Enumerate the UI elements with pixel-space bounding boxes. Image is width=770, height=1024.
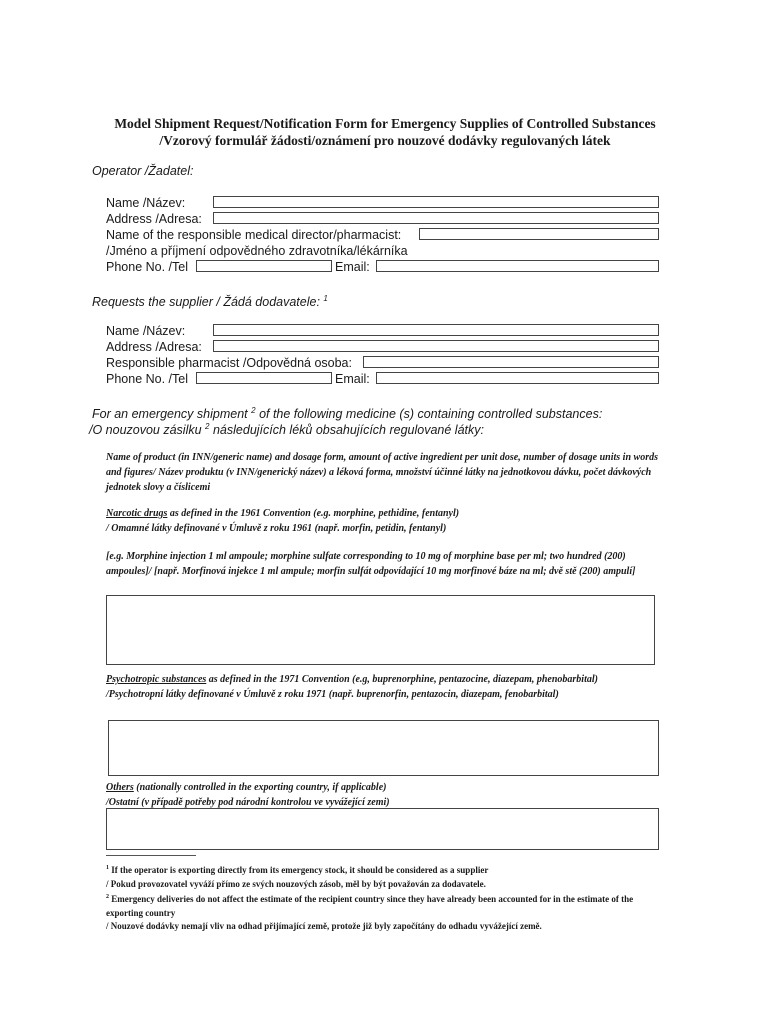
narcotic-rest: as defined in the 1961 Convention (e.g. morphine, pethidine, fentanyl): [167, 508, 460, 519]
supplier-pharmacist-label: Responsible pharmacist /Odpovědná osoba:: [106, 356, 352, 370]
supplier-email-field[interactable]: [376, 372, 659, 384]
others-term: Others: [106, 782, 134, 793]
others-input-box[interactable]: [106, 808, 659, 850]
supplier-heading: [92, 291, 328, 310]
form-title: [60, 115, 710, 149]
psychotropic-line-english: [106, 672, 666, 687]
operator-name-field[interactable]: [213, 196, 659, 208]
shipment-text-b: of the following medicine (s) containing controlled substances:: [259, 407, 603, 422]
shipment-footnote-ref: 2: [251, 406, 256, 415]
supplier-phone-field[interactable]: [196, 372, 332, 384]
title-czech: /Vzorový formulář žádosti/oznámení pro nouzové dodávky regulovaných látek: [159, 133, 611, 148]
others-line-english: [106, 780, 666, 795]
supplier-address-label: Address /Adresa:: [106, 340, 202, 354]
footnotes: [106, 862, 666, 934]
others-rest: (nationally controlled in the exporting country, if applicable): [133, 782, 387, 793]
psychotropic-line-czech: /Psychotropní látky definované v Úmluvě z roku 1971 (např. buprenorfin, pentazocin, diazepam, fenobarbital): [106, 689, 559, 700]
narcotic-example: [e.g. Morphine injection 1 ml ampoule; morphine sulfate corresponding to 10 mg of morphine base per ml; two hundred (200) ampoules]/ [např. Morfinová injekce 1 ml ampule; morfin sulfát odpovídající 10 mg morfinové báze na ml; dvě stě (200) ampulí]: [106, 551, 636, 577]
operator-phone-label: Phone No. /Tel: [106, 260, 188, 274]
footnote-1-text: If the operator is exporting directly from its emergency stock, it should be considered as a supplier: [111, 865, 489, 875]
footnote-1-marker: 1: [106, 865, 109, 871]
psychotropic-rest: as defined in the 1971 Convention (e.g, buprenorphine, pentazocine, diazepam, phenobarbital): [206, 674, 598, 685]
operator-director-label-czech: /Jméno a příjmení odpovědného zdravotníka/lékárníka: [106, 244, 408, 258]
operator-address-field[interactable]: [213, 212, 659, 224]
footnote-divider: [106, 855, 196, 856]
psychotropic-term: Psychotropic substances: [106, 674, 207, 685]
shipment-text-a: For an emergency shipment: [92, 407, 248, 422]
operator-email-field[interactable]: [376, 260, 659, 272]
others-definition: [106, 780, 666, 810]
supplier-email-label: Email:: [335, 372, 370, 386]
narcotic-line-english: [106, 506, 666, 521]
shipment-heading-czech: [89, 419, 484, 438]
supplier-address-field[interactable]: [213, 340, 659, 352]
footnote-2-english: [106, 891, 666, 920]
psychotropic-definition: [106, 672, 666, 702]
supplier-phone-label: Phone No. /Tel: [106, 372, 188, 386]
operator-phone-field[interactable]: [196, 260, 332, 272]
shipment-czech-text-a: /O nouzovou zásilku: [89, 423, 202, 438]
shipment-czech-footnote-ref: 2: [205, 422, 210, 431]
operator-director-field[interactable]: [419, 228, 659, 240]
title-english: Model Shipment Request/Notification Form for Emergency Supplies of Controlled Substances: [114, 116, 656, 131]
narcotic-line-czech: / Omamné látky definované v Úmluvě z roku 1961 (např. morfin, petidin, fentanyl): [106, 523, 447, 534]
footnote-2-czech: / Nouzové dodávky nemají vliv na odhad přijímající země, protože již byly započítány do odhadu vyvážející země.: [106, 921, 542, 931]
footnote-1-english: [106, 862, 666, 878]
shipment-czech-text-b: následujících léků obsahujících regulované látky:: [212, 423, 484, 438]
supplier-heading-text: Requests the supplier / Žádá dodavatele:: [92, 295, 320, 310]
footnote-2-marker: 2: [106, 894, 109, 900]
supplier-pharmacist-field[interactable]: [363, 356, 659, 368]
others-line-czech: /Ostatní (v případě potřeby pod národní kontrolou ve vyvážející zemi): [106, 797, 390, 808]
operator-name-label: Name /Název:: [106, 196, 186, 210]
operator-address-label: Address /Adresa:: [106, 212, 202, 226]
footnote-1-czech: / Pokud provozovatel vyváží přímo ze svých nouzových zásob, měl by být považován za dodavatele.: [106, 878, 486, 889]
psychotropic-input-box[interactable]: [108, 720, 659, 776]
supplier-footnote-ref: 1: [323, 294, 328, 303]
operator-email-label: Email:: [335, 260, 370, 274]
product-instructions: Name of product (in INN/generic name) and dosage form, amount of active ingredient per unit dose, number of dosage units in words and figures/ Název produktu (v INN/generický název) a léková forma, množství účinné látky na jednotkovou dávku, počet dávkových jednotek slovy a číslicemi: [106, 452, 658, 493]
operator-director-label: Name of the responsible medical director/pharmacist:: [106, 228, 402, 242]
narcotic-input-box[interactable]: [106, 595, 655, 665]
narcotic-term: Narcotic drugs: [106, 508, 168, 519]
footnote-2-text: Emergency deliveries do not affect the estimate of the recipient country since they have already been accounted for in the estimate of the exporting country: [106, 894, 634, 918]
supplier-name-field[interactable]: [213, 324, 659, 336]
operator-heading: Operator /Žadatel:: [92, 164, 194, 178]
supplier-name-label: Name /Název:: [106, 324, 186, 338]
narcotic-definition: [106, 506, 666, 536]
